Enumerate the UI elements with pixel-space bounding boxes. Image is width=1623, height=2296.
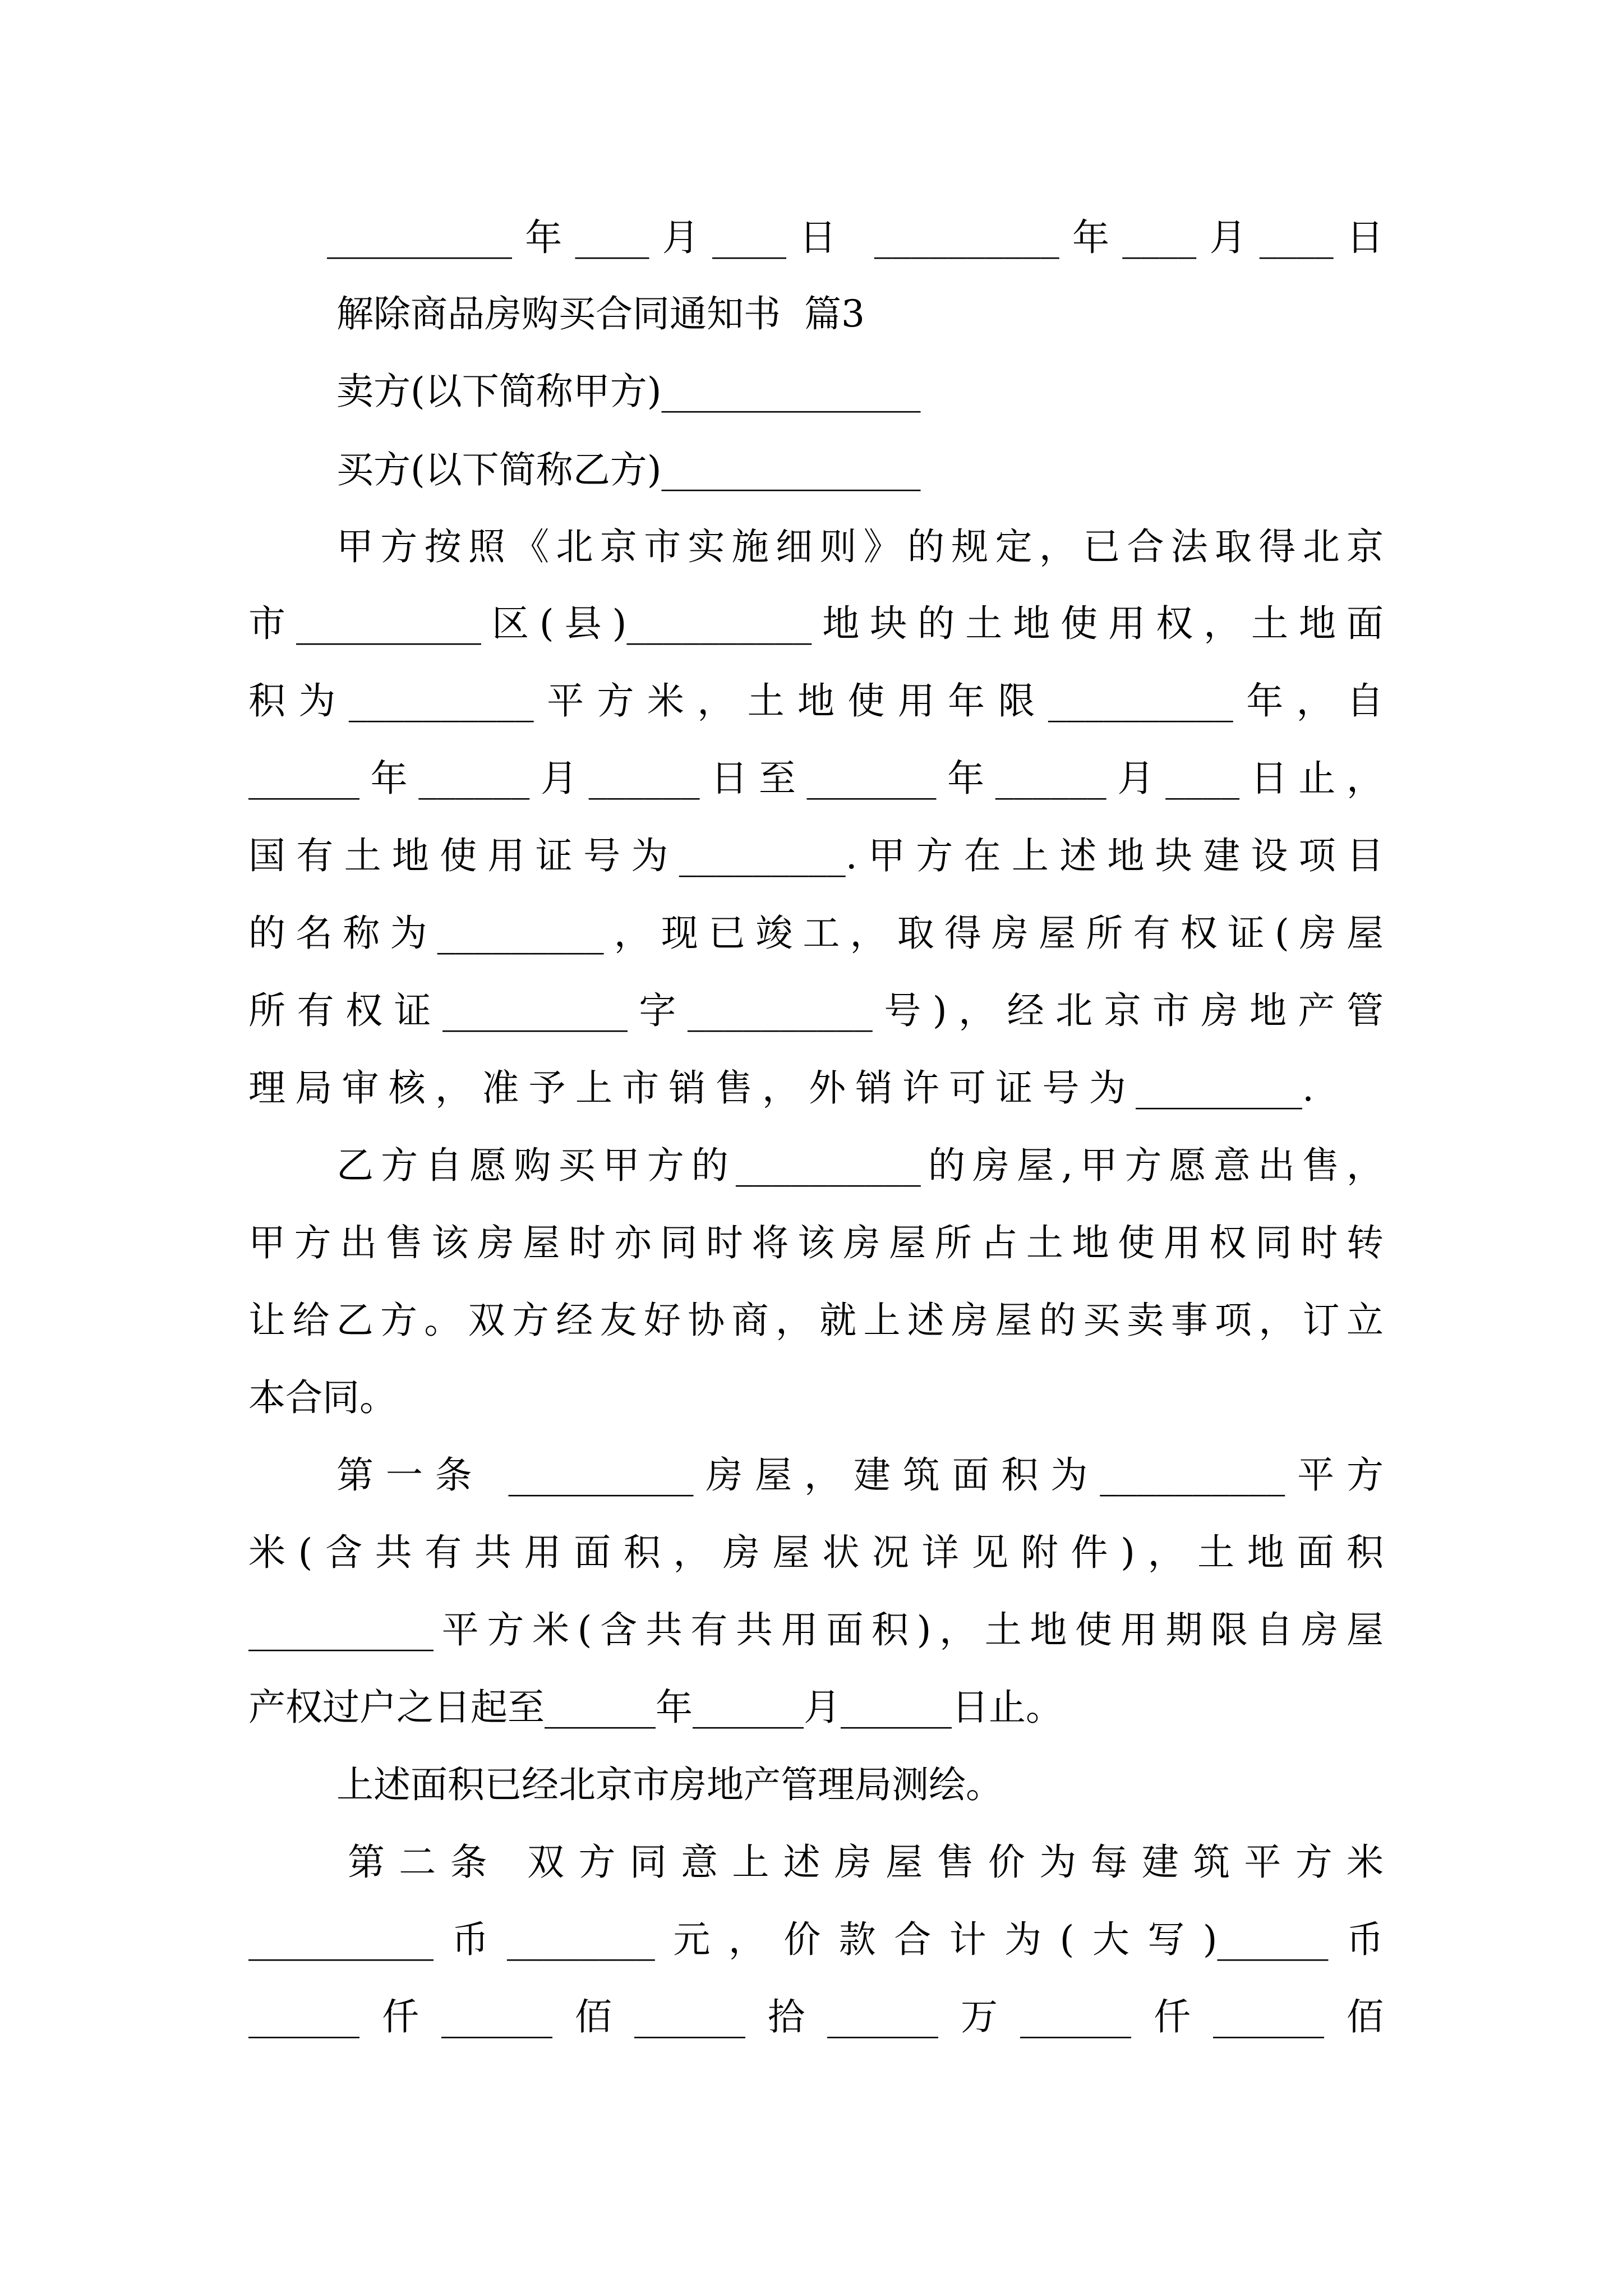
paragraph-line: 乙方自愿购买甲方的__________的房屋,甲方愿意出售， — [336, 1144, 1384, 1187]
paragraph-line: 第二条 双方同意上述房屋售价为每建筑平方米 — [348, 1841, 1384, 1884]
paragraph-line: ______年______月______日至_______年______月____日止， — [248, 757, 1384, 800]
paragraph-line: 市__________区(县)__________地块的土地使用权，土地面 — [248, 602, 1384, 645]
buyer-line: 买方(以下简称乙方)______________ — [336, 448, 921, 491]
seller-line: 卖方(以下简称甲方)______________ — [336, 370, 921, 413]
document-title: 解除商品房购买合同通知书 篇3 — [336, 292, 865, 335]
paragraph-line: __________币________元，价款合计为(大写)______币 — [248, 1918, 1384, 1961]
paragraph-line: 第一条 __________房屋，建筑面积为__________平方 — [336, 1453, 1384, 1497]
paragraph-line: 米(含共有共用面积，房屋状况详见附件)，土地面积 — [248, 1531, 1384, 1574]
paragraph-line: 甲方按照《北京市实施细则》的规定，已合法取得北京 — [336, 525, 1384, 568]
paragraph-line: 国有土地使用证号为_________.甲方在上述地块建设项目 — [248, 834, 1384, 877]
paragraph-line: 理局审核，准予上市销售，外销许可证号为_________. — [248, 1066, 1314, 1110]
paragraph-line: 产权过户之日起至______年______月______日止。 — [248, 1686, 1063, 1729]
paragraph-line: 本合同。 — [248, 1376, 396, 1419]
paragraph-line: 上述面积已经北京市房地产管理局测绘。 — [336, 1763, 1003, 1806]
paragraph-line: 积为__________平方米，土地使用年限__________年，自 — [248, 679, 1384, 723]
paragraph-line: ______仟______佰______拾______万______仟______佰 — [248, 1995, 1384, 2039]
paragraph-line: 让给乙方。双方经友好协商，就上述房屋的买卖事项，订立 — [248, 1299, 1384, 1342]
paragraph-line: 所有权证__________字__________号)，经北京市房地产管 — [248, 989, 1384, 1032]
paragraph-line: 的名称为_________，现已竣工，取得房屋所有权证(房屋 — [248, 912, 1384, 955]
paragraph-line: __________平方米(含共有共用面积)，土地使用期限自房屋 — [248, 1608, 1384, 1651]
date-line: __________年____月____日 __________年____月____日 — [327, 216, 1384, 259]
paragraph-line: 甲方出售该房屋时亦同时将该房屋所占土地使用权同时转 — [248, 1221, 1384, 1264]
